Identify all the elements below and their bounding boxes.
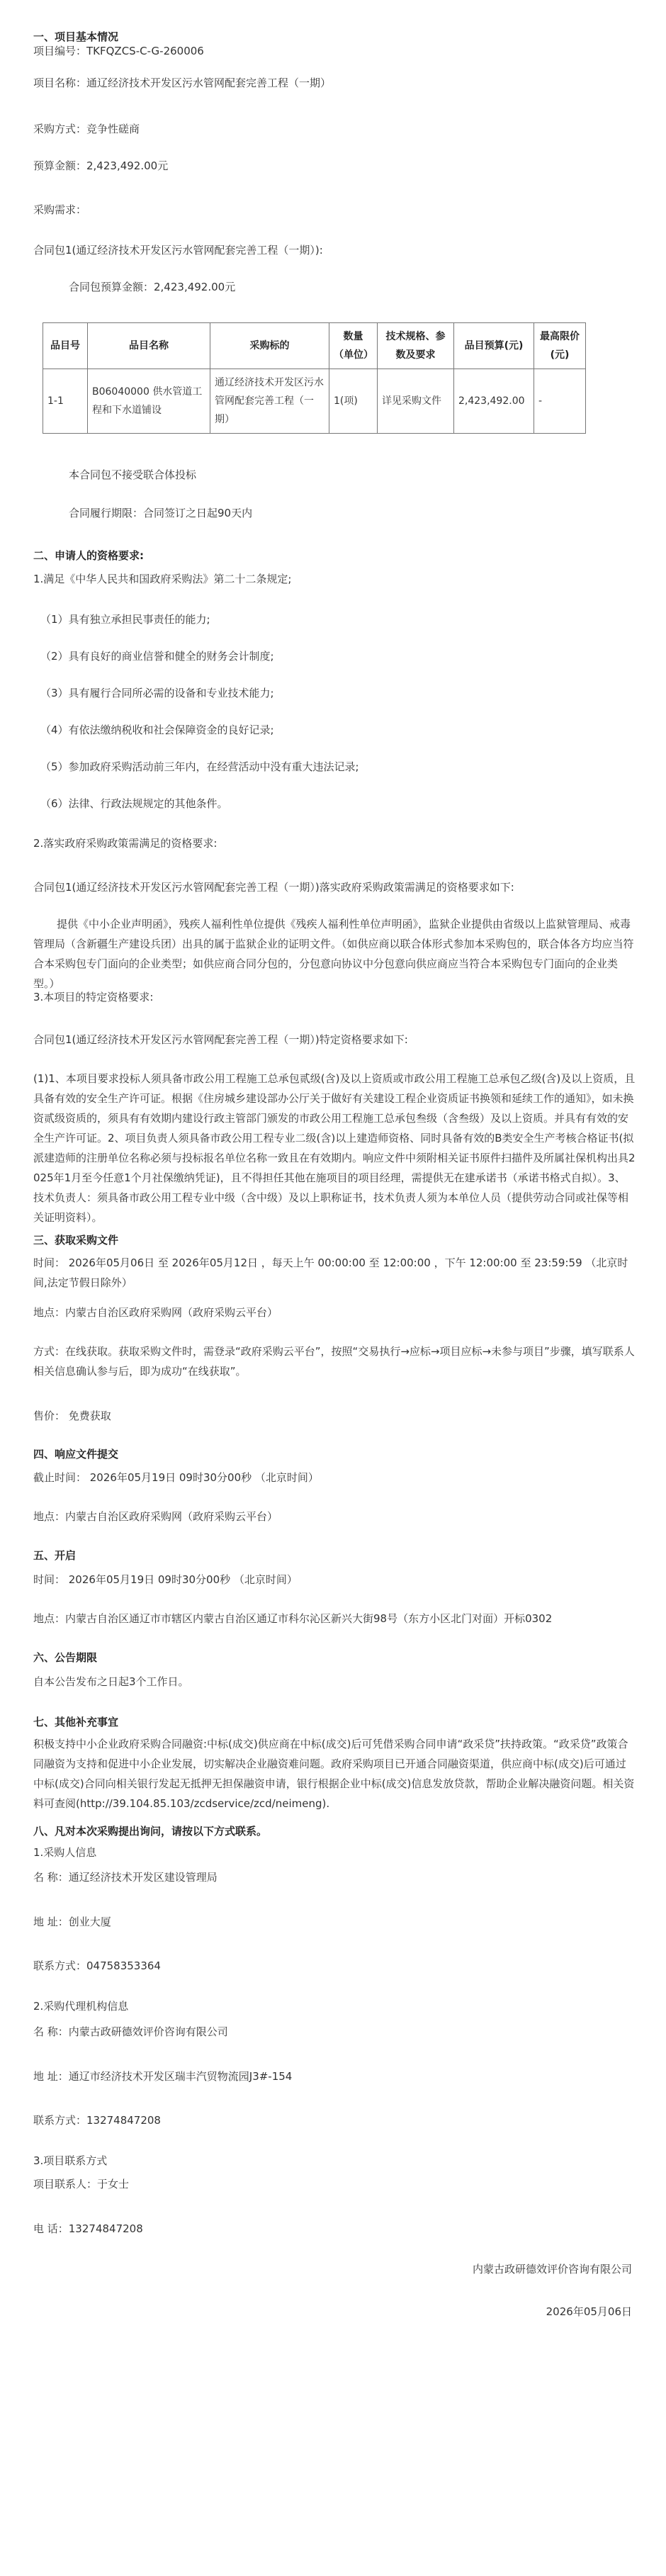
contact-info-title: 3.项目联系方式 xyxy=(33,2154,108,2167)
qualification-item: （2）具有良好的商业信誉和健全的财务会计制度; xyxy=(40,650,274,663)
acquire-price: 售价： 免费获取 xyxy=(33,1410,111,1422)
opening-time: 时间： 2026年05月19日 09时30分00秒 （北京时间） xyxy=(33,1573,298,1586)
cell-spec: 详见采购文件 xyxy=(378,369,454,434)
qualification-item: （1）具有独立承担民事责任的能力; xyxy=(40,613,210,626)
project-number: 项目编号：TKFQZCS-C-G-260006 xyxy=(33,45,204,57)
opening-place: 地点：内蒙古自治区通辽市市辖区内蒙古自治区通辽市科尔沁区新兴大街98号（东方小区北门对面）开标0302 xyxy=(33,1612,553,1625)
acquire-time: 时间： 2026年05月06日 至 2026年05月12日 ，每天上午 00:00:00 至 12:00:00 ，下午 12:00:00 至 23:59:59 （北京时间,法定节假日除外） xyxy=(33,1256,628,1289)
section-5-heading: 五、开启 xyxy=(33,1549,77,1562)
section-4-heading: 四、响应文件提交 xyxy=(33,1448,119,1461)
col-header-item-budget: 品目预算(元) xyxy=(454,323,534,369)
cell-item-budget: 2,423,492.00 xyxy=(454,369,534,434)
qualification-item: （5）参加政府采购活动前三年内，在经营活动中没有重大违法记录; xyxy=(40,760,359,773)
item-table xyxy=(43,322,586,434)
consortium-note: 本合同包不接受联合体投标 xyxy=(69,468,197,481)
procurement-method: 采购方式：竞争性磋商 xyxy=(33,123,140,135)
acquire-method: 方式：在线获取。获取采购文件时，需登录“政府采购云平台”，按照“交易执行→应标→项目应标→未参与项目”步骤，填写联系人相关信息确认参与后，即为成功“在线获取”。 xyxy=(33,1345,635,1378)
qualification-item: （3）具有履行合同所必需的设备和专业技术能力; xyxy=(40,687,274,699)
package-budget: 合同包预算金额：2,423,492.00元 xyxy=(69,281,236,293)
qualification-1: 1.满足《中华人民共和国政府采购法》第二十二条规定; xyxy=(33,573,292,585)
budget-amount: 预算金额：2,423,492.00元 xyxy=(33,159,169,172)
qualification-item: （6）法律、行政法规规定的其他条件。 xyxy=(40,797,228,810)
qualification-2: 2.落实政府采购政策需满足的资格要求: xyxy=(33,837,218,850)
section-3-heading: 三、获取采购文件 xyxy=(33,1234,119,1247)
cell-item-no: 1-1 xyxy=(43,369,88,434)
contact-person: 项目联系人：于女士 xyxy=(33,2178,130,2190)
agent-address: 地 址：通辽市经济技术开发区瑞丰汽贸物流园J3#-154 xyxy=(33,2070,293,2083)
notice-period: 自本公告发布之日起3个工作日。 xyxy=(33,1675,189,1688)
cell-quantity: 1(项) xyxy=(329,369,378,434)
section-7-heading: 七、其他补充事宜 xyxy=(33,1716,119,1728)
col-header-target: 采购标的 xyxy=(210,323,329,369)
supplementary-text: 积极支持中小企业政府采购合同融资:中标(成交)供应商在中标(成交)后可凭借采购合同申请“政采贷”扶持政策。“政采贷”政策合同融资为支持和促进中小企业发展，切实解决企业融资难问题。政府采购项目已开通合同融资渠道，供应商中标(成交)后可通过中标(成交)合同向相关银行发起无抵押无担保融资申请，银行根据企业中标(成交)信息发放贷款，帮助企业解决融资问题。相关资料可查阅(http://39.104.85.103/zcdservice/zcd/neimeng). xyxy=(33,1738,635,1810)
cell-item-name: B06040000 供水管道工程和下水道铺设 xyxy=(88,369,210,434)
contact-phone: 电 话：13274847208 xyxy=(33,2222,143,2235)
cell-max-price: - xyxy=(534,369,586,434)
agent-name: 名 称：内蒙古政研德效评价咨询有限公司 xyxy=(33,2025,228,2038)
qualification-item: （4）有依法缴纳税收和社会保障资金的良好记录; xyxy=(40,724,274,736)
qualification-2-text: 提供《中小企业声明函》，残疾人福利性单位提供《残疾人福利性单位声明函》，监狱企业提供由省级以上监狱管理局、戒毒管理局（含新疆生产建设兵团）出具的属于监狱企业的证明文件。（如供应商以联合体形式参加本采购包的，联合体各方均应当符合本采购包专门面向的企业类型；如供应商合同分包的，分包意向协议中分包意向供应商应当符合本采购包专门面向的企业类型。） xyxy=(33,918,634,990)
section-1-heading: 一、项目基本情况 xyxy=(33,30,119,43)
submission-deadline: 截止时间： 2026年05月19日 09时30分00秒 （北京时间） xyxy=(33,1471,319,1484)
buyer-info-title: 1.采购人信息 xyxy=(33,1846,97,1859)
table-header-row xyxy=(43,323,586,369)
buyer-address: 地 址：创业大厦 xyxy=(33,1916,111,1928)
agent-phone: 联系方式：13274847208 xyxy=(33,2114,161,2127)
section-8-heading: 八、凡对本次采购提出询问，请按以下方式联系。 xyxy=(33,1825,268,1838)
col-header-max-price: 最高限价(元) xyxy=(534,323,586,369)
footer-date: 2026年05月06日 xyxy=(546,2305,632,2318)
section-2-heading: 二、申请人的资格要求: xyxy=(33,549,144,562)
buyer-phone: 联系方式：04758353364 xyxy=(33,1959,161,1972)
col-header-quantity: 数量（单位） xyxy=(329,323,378,369)
buyer-name: 名 称：通辽经济技术开发区建设管理局 xyxy=(33,1871,218,1884)
qualification-3: 3.本项目的特定资格要求: xyxy=(33,991,154,1003)
qualification-3-text: (1)1、本项目要求投标人须具备市政公用工程施工总承包贰级(含)及以上资质或市政公用工程施工总承包乙级(含)及以上资质，且具备有效的安全生产许可证。根据《住房城乡建设部办公厅关于做好有关建设工程企业资质证书换领和延续工作的通知》，如未换资贰级资质的，须具有有效期内建设行政主管部门颁发的市政公用工程施工总承包叁级（含叁级）及以上资质。并具有有效的安全生产许可证。2、项目负责人须具备市政公用工程专业二级(含)以上建造师资格、同时具备有效的B类安全生产考核合格证书(拟派建造师的注册单位名称必须与投标报名单位名称一致且在有效期内。响应文件中须附相关证书原件扫描件及所属社保机构出具2025年1月至今任意1个月社保缴纳凭证)，且不得担任其他在施项目的项目经理，需提供无在建承诺书（承诺书格式自拟）。3、技术负责人：须具备市政公用工程专业中级（含中级）及以上职称证书，技术负责人须为本单位人员（提供劳动合同或社保等相关证明资料）。 xyxy=(33,1072,636,1224)
acquire-place: 地点：内蒙古自治区政府采购网（政府采购云平台） xyxy=(33,1306,278,1319)
qualification-2-package: 合同包1(通辽经济技术开发区污水管网配套完善工程（一期）)落实政府采购政策需满足的资格要求如下: xyxy=(33,881,514,894)
table-row xyxy=(43,369,586,434)
procurement-needs-label: 采购需求： xyxy=(33,203,87,216)
col-header-item-name: 品目名称 xyxy=(88,323,210,369)
cell-target: 通辽经济技术开发区污水管网配套完善工程（一期） xyxy=(210,369,329,434)
contract-period: 合同履行期限：合同签订之日起90天内 xyxy=(69,507,253,519)
project-name: 项目名称：通辽经济技术开发区污水管网配套完善工程（一期） xyxy=(33,77,332,89)
footer-organization: 内蒙古政研德效评价咨询有限公司 xyxy=(472,2263,632,2276)
contract-package-title: 合同包1(通辽经济技术开发区污水管网配套完善工程（一期）): xyxy=(33,244,323,257)
agent-info-title: 2.采购代理机构信息 xyxy=(33,2000,129,2013)
col-header-item-no: 品目号 xyxy=(43,323,88,369)
col-header-spec: 技术规格、参数及要求 xyxy=(378,323,454,369)
submission-place: 地点：内蒙古自治区政府采购网（政府采购云平台） xyxy=(33,1510,278,1523)
qualification-3-package: 合同包1(通辽经济技术开发区污水管网配套完善工程（一期）)特定资格要求如下: xyxy=(33,1033,408,1046)
section-6-heading: 六、公告期限 xyxy=(33,1651,98,1664)
